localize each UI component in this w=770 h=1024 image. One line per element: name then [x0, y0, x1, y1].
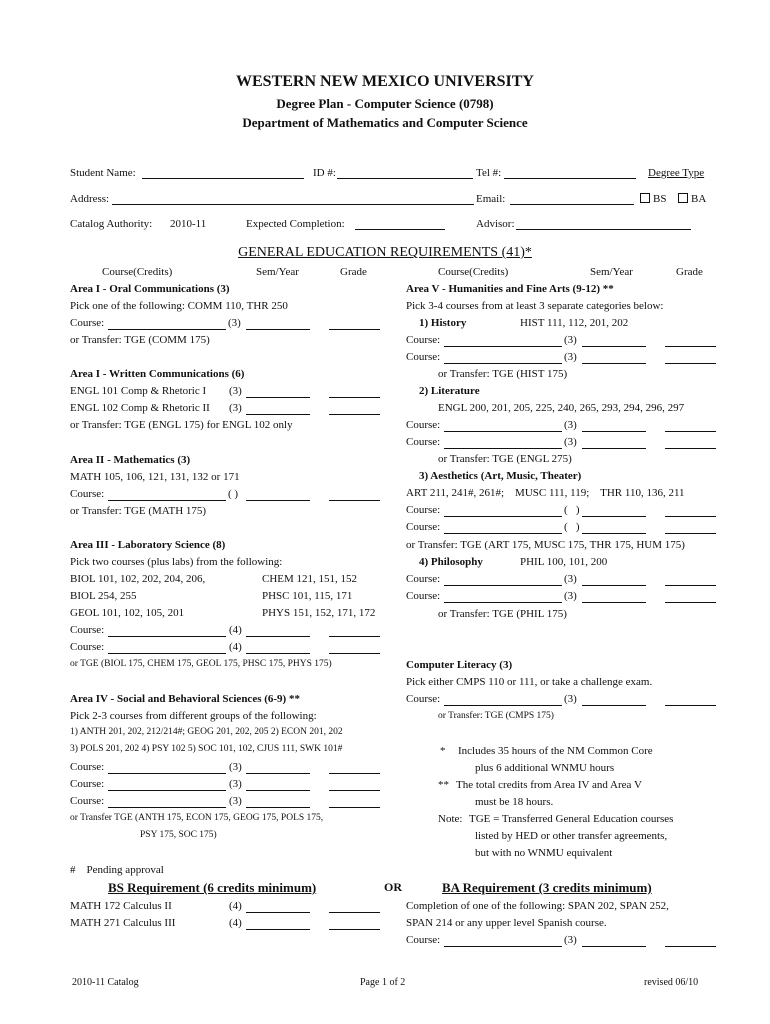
- ba-requirement-desc2: SPAN 214 or any upper level Spanish course.: [406, 917, 607, 929]
- computer-literacy-credits: (3): [564, 693, 577, 705]
- engl102-sem-field[interactable]: [246, 414, 310, 415]
- area1-oral-course-field[interactable]: [108, 329, 226, 330]
- email-label: Email:: [476, 193, 506, 205]
- aesthetics-course1-grade-field[interactable]: [665, 516, 716, 517]
- area3-phsc: PHSC 101, 115, 171: [262, 590, 353, 602]
- note-label: Note:: [438, 813, 463, 825]
- address-field[interactable]: [112, 204, 474, 205]
- aesthetics-course2-grade-field[interactable]: [665, 533, 716, 534]
- catalog-authority-label: Catalog Authority:: [70, 218, 153, 230]
- area1-oral-course-label: Course:: [70, 317, 105, 329]
- area3-desc: Pick two courses (plus labs) from the following:: [70, 556, 283, 568]
- philosophy-course2-credits: (3): [564, 590, 577, 602]
- area3-course2-sem-field[interactable]: [246, 653, 310, 654]
- history-course2-sem-field[interactable]: [582, 363, 646, 364]
- footer-catalog: 2010-11 Catalog: [72, 977, 139, 988]
- note-star-line1: Includes 35 hours of the NM Common Core: [458, 745, 653, 757]
- ba-requirement-title: BA Requirement (3 credits minimum): [442, 880, 652, 895]
- or-label: OR: [384, 880, 402, 894]
- philosophy-course2-field[interactable]: [444, 602, 562, 603]
- left-course-header: Course(Credits): [102, 266, 173, 278]
- area4-course2-grade-field[interactable]: [329, 790, 380, 791]
- philosophy-course1-credits: (3): [564, 573, 577, 585]
- area4-desc: Pick 2-3 courses from different groups of the following:: [70, 710, 317, 722]
- area4-course3-label: Course:: [70, 795, 105, 807]
- gen-ed-title: [0, 246, 770, 260]
- engl101-credits: (3): [229, 385, 242, 397]
- area2-transfer: or Transfer: TGE (MATH 175): [70, 505, 207, 517]
- note-line3: but with no WNMU equivalent: [475, 847, 613, 859]
- bs-checkbox-label: BS: [653, 193, 667, 205]
- aesthetics-course2-credits: ( ): [564, 521, 580, 533]
- area3-title: Area III - Laboratory Science (8): [70, 539, 226, 551]
- history-course2-credits: (3): [564, 351, 577, 363]
- area3-course1-label: Course:: [70, 624, 105, 636]
- engl102-label: ENGL 102 Comp & Rhetoric II: [70, 402, 210, 414]
- area2-desc: MATH 105, 106, 121, 131, 132 or 171: [70, 471, 240, 483]
- right-grade-header: Grade: [676, 266, 703, 278]
- note-line2: listed by HED or other transfer agreements,: [475, 830, 668, 842]
- area4-course2-field[interactable]: [108, 790, 226, 791]
- computer-literacy-title: Computer Literacy (3): [406, 659, 513, 671]
- computer-literacy-grade-field[interactable]: [665, 705, 716, 706]
- philosophy-course1-grade-field[interactable]: [665, 585, 716, 586]
- email-field[interactable]: [510, 204, 634, 205]
- history-course1-label: Course:: [406, 334, 441, 346]
- engl101-grade-field[interactable]: [329, 397, 380, 398]
- area3-course1-grade-field[interactable]: [329, 636, 380, 637]
- checkbox-icon: [640, 193, 650, 203]
- computer-literacy-course-field[interactable]: [444, 705, 562, 706]
- id-label: ID #:: [313, 167, 336, 179]
- area4-course1-label: Course:: [70, 761, 105, 773]
- history-courses: HIST 111, 112, 201, 202: [520, 317, 629, 329]
- student-name-label: Student Name:: [70, 167, 136, 179]
- computer-literacy-transfer: or Transfer: TGE (CMPS 175): [438, 711, 554, 721]
- note-star-mark: *: [440, 745, 446, 757]
- area4-course2-credits: (3): [229, 778, 242, 790]
- computer-literacy-sem-field[interactable]: [582, 705, 646, 706]
- history-course2-label: Course:: [406, 351, 441, 363]
- area4-course2-label: Course:: [70, 778, 105, 790]
- aesthetics-course1-credits: ( ): [564, 504, 580, 516]
- area3-course2-credits: (4): [229, 641, 242, 653]
- philosophy-course1-label: Course:: [406, 573, 441, 585]
- area2-course-label: Course:: [70, 488, 105, 500]
- bs-requirement-title: BS Requirement (6 credits minimum): [108, 880, 317, 895]
- area3-course2-grade-field[interactable]: [329, 653, 380, 654]
- degree-plan-title: Degree Plan - Computer Science (0798): [276, 96, 494, 111]
- history-course2-grade-field[interactable]: [665, 363, 716, 364]
- aesthetics-course2-sem-field[interactable]: [582, 533, 646, 534]
- philosophy-course2-grade-field[interactable]: [665, 602, 716, 603]
- history-course1-grade-field[interactable]: [665, 346, 716, 347]
- area2-grade-field[interactable]: [329, 500, 380, 501]
- area3-course1-sem-field[interactable]: [246, 636, 310, 637]
- right-course-header: Course(Credits): [438, 266, 509, 278]
- area4-course3-field[interactable]: [108, 807, 226, 808]
- aesthetics-course1-sem-field[interactable]: [582, 516, 646, 517]
- area3-transfer: or TGE (BIOL 175, CHEM 175, GEOL 175, PHSC 175, PHYS 175): [70, 659, 332, 669]
- area3-course2-label: Course:: [70, 641, 105, 653]
- area1-written-transfer: or Transfer: TGE (ENGL 175) for ENGL 102 only: [70, 419, 293, 431]
- area1-written-title: Area I - Written Communications (6): [70, 368, 245, 380]
- aesthetics-courses: ART 211, 241#, 261#; MUSC 111, 119; THR 110, 136, 211: [406, 487, 685, 499]
- left-grade-header: Grade: [340, 266, 367, 278]
- area4-course1-credits: (3): [229, 761, 242, 773]
- literature-transfer: or Transfer: TGE (ENGL 275): [438, 453, 572, 465]
- area3-biol1: BIOL 101, 102, 202, 204, 206,: [70, 573, 206, 585]
- literature-course2-label: Course:: [406, 436, 441, 448]
- literature-courses: ENGL 200, 201, 205, 225, 240, 265, 293, 294, 296, 297: [438, 402, 685, 414]
- catalog-authority-value: 2010-11: [170, 218, 207, 230]
- advisor-label: Advisor:: [476, 218, 515, 230]
- area4-transfer-2: PSY 175, SOC 175): [140, 830, 217, 840]
- literature-heading: 2) Literature: [419, 385, 480, 397]
- area1-oral-credits: (3): [228, 317, 241, 329]
- area5-title: Area V - Humanities and Fine Arts (9-12) **: [406, 283, 614, 295]
- math271-sem-field[interactable]: [246, 929, 310, 930]
- id-field[interactable]: [337, 178, 473, 179]
- tel-label: Tel #:: [476, 167, 502, 179]
- computer-literacy-desc: Pick either CMPS 110 or 111, or take a challenge exam.: [406, 676, 653, 688]
- area4-course1-field[interactable]: [108, 773, 226, 774]
- note-dstar-line1: The total credits from Area IV and Area V: [456, 779, 642, 791]
- math271-grade-field[interactable]: [329, 929, 380, 930]
- area5-desc: Pick 3-4 courses from at least 3 separate categories below:: [406, 300, 664, 312]
- math172-credits: (4): [229, 900, 242, 912]
- gen-ed-title-text: GENERAL EDUCATION REQUIREMENTS (41)*: [238, 245, 532, 260]
- footer-revised: revised 06/10: [644, 977, 699, 988]
- ba-course-field[interactable]: [444, 946, 562, 947]
- address-label: Address:: [70, 193, 110, 205]
- area3-phys: PHYS 151, 152, 171, 172: [262, 607, 376, 619]
- engl101-label: ENGL 101 Comp & Rhetoric I: [70, 385, 207, 397]
- university-title: WESTERN NEW MEXICO UNIVERSITY: [236, 73, 534, 90]
- philosophy-course2-sem-field[interactable]: [582, 602, 646, 603]
- literature-course1-label: Course:: [406, 419, 441, 431]
- aesthetics-course2-label: Course:: [406, 521, 441, 533]
- computer-literacy-course-label: Course:: [406, 693, 441, 705]
- area4-groups-1: 1) ANTH 201, 202, 212/214#; GEOG 201, 202, 205 2) ECON 201, 202: [70, 727, 343, 737]
- engl101-sem-field[interactable]: [246, 397, 310, 398]
- literature-course1-field[interactable]: [444, 431, 562, 432]
- area2-course-field[interactable]: [108, 500, 226, 501]
- area4-course3-grade-field[interactable]: [329, 807, 380, 808]
- history-heading: 1) History: [419, 317, 467, 329]
- philosophy-course1-sem-field[interactable]: [582, 585, 646, 586]
- math172-sem-field[interactable]: [246, 912, 310, 913]
- philosophy-courses: PHIL 100, 101, 200: [520, 556, 608, 568]
- tel-field[interactable]: [504, 178, 636, 179]
- literature-course2-sem-field[interactable]: [582, 448, 646, 449]
- philosophy-heading: 4) Philosophy: [419, 556, 483, 568]
- area4-groups-2: 3) POLS 201, 202 4) PSY 102 5) SOC 101, 102, CJUS 111, SWK 101#: [70, 744, 343, 754]
- area2-sem-field[interactable]: [246, 500, 310, 501]
- ba-course-credits: (3): [564, 934, 577, 946]
- engl102-grade-field[interactable]: [329, 414, 380, 415]
- area1-oral-title: Area I - Oral Communications (3): [70, 283, 230, 295]
- degree-type-label: Degree Type: [648, 167, 705, 179]
- expected-completion-label: Expected Completion:: [246, 218, 345, 230]
- literature-course2-credits: (3): [564, 436, 577, 448]
- history-transfer: or Transfer: TGE (HIST 175): [438, 368, 568, 380]
- note-dstar-line2: must be 18 hours.: [475, 796, 554, 808]
- ba-requirement-desc1: Completion of one of the following: SPAN 202, SPAN 252,: [406, 900, 669, 912]
- aesthetics-heading: 3) Aesthetics (Art, Music, Theater): [419, 470, 582, 482]
- area4-course2-sem-field[interactable]: [246, 790, 310, 791]
- expected-completion-field[interactable]: [355, 229, 445, 230]
- area3-chem: CHEM 121, 151, 152: [262, 573, 358, 585]
- advisor-field[interactable]: [516, 229, 691, 230]
- area3-course1-credits: (4): [229, 624, 242, 636]
- ba-course-label: Course:: [406, 934, 441, 946]
- area4-transfer-1: or Transfer TGE (ANTH 175, ECON 175, GEOG 175, POLS 175,: [70, 813, 324, 823]
- area1-oral-desc: Pick one of the following: COMM 110, THR 250: [70, 300, 288, 312]
- note-star-line2: plus 6 additional WNMU hours: [475, 762, 615, 774]
- literature-course1-sem-field[interactable]: [582, 431, 646, 432]
- area1-oral-grade-field[interactable]: [329, 329, 380, 330]
- literature-course2-field[interactable]: [444, 448, 562, 449]
- department-title: Department of Mathematics and Computer Science: [242, 115, 528, 130]
- ba-checkbox-label: BA: [691, 193, 707, 205]
- aesthetics-course1-label: Course:: [406, 504, 441, 516]
- literature-course2-grade-field[interactable]: [665, 448, 716, 449]
- math271-credits: (4): [229, 917, 242, 929]
- right-sem-header: Sem/Year: [590, 266, 633, 278]
- history-course2-field[interactable]: [444, 363, 562, 364]
- math172-label: MATH 172 Calculus II: [70, 900, 172, 912]
- pending-approval-note: # Pending approval: [70, 864, 164, 876]
- area3-geol: GEOL 101, 102, 105, 201: [70, 607, 185, 619]
- area3-course1-field[interactable]: [108, 636, 226, 637]
- area1-oral-sem-field[interactable]: [246, 329, 310, 330]
- ba-sem-field[interactable]: [582, 946, 646, 947]
- literature-course1-grade-field[interactable]: [665, 431, 716, 432]
- area2-credits: ( ): [228, 488, 239, 500]
- literature-course1-credits: (3): [564, 419, 577, 431]
- philosophy-transfer: or Transfer: TGE (PHIL 175): [438, 608, 567, 620]
- area3-biol2: BIOL 254, 255: [70, 590, 137, 602]
- note-dstar-mark: **: [438, 779, 449, 791]
- philosophy-course2-label: Course:: [406, 590, 441, 602]
- area4-course3-credits: (3): [229, 795, 242, 807]
- footer-page-number: Page 1 of 2: [360, 977, 406, 988]
- aesthetics-transfer: or Transfer: TGE (ART 175, MUSC 175, THR 175, HUM 175): [406, 539, 685, 551]
- history-course1-sem-field[interactable]: [582, 346, 646, 347]
- area4-course3-sem-field[interactable]: [246, 807, 310, 808]
- philosophy-course1-field[interactable]: [444, 585, 562, 586]
- history-course1-field[interactable]: [444, 346, 562, 347]
- area4-course1-sem-field[interactable]: [246, 773, 310, 774]
- bs-checkbox[interactable]: [640, 193, 666, 205]
- math172-grade-field[interactable]: [329, 912, 380, 913]
- area2-title: Area II - Mathematics (3): [70, 454, 191, 466]
- aesthetics-course1-field[interactable]: [444, 516, 562, 517]
- area3-course2-field[interactable]: [108, 653, 226, 654]
- area4-title: Area IV - Social and Behavioral Sciences (6-9) **: [70, 693, 300, 705]
- ba-checkbox[interactable]: [678, 193, 706, 205]
- engl102-credits: (3): [229, 402, 242, 414]
- ba-grade-field[interactable]: [665, 946, 716, 947]
- note-line1: TGE = Transferred General Education courses: [469, 813, 674, 825]
- area1-oral-transfer: or Transfer: TGE (COMM 175): [70, 334, 210, 346]
- aesthetics-course2-field[interactable]: [444, 533, 562, 534]
- student-name-field[interactable]: [142, 178, 304, 179]
- checkbox-icon: [678, 193, 688, 203]
- left-sem-header: Sem/Year: [256, 266, 299, 278]
- history-course1-credits: (3): [564, 334, 577, 346]
- math271-label: MATH 271 Calculus III: [70, 917, 176, 929]
- area4-course1-grade-field[interactable]: [329, 773, 380, 774]
